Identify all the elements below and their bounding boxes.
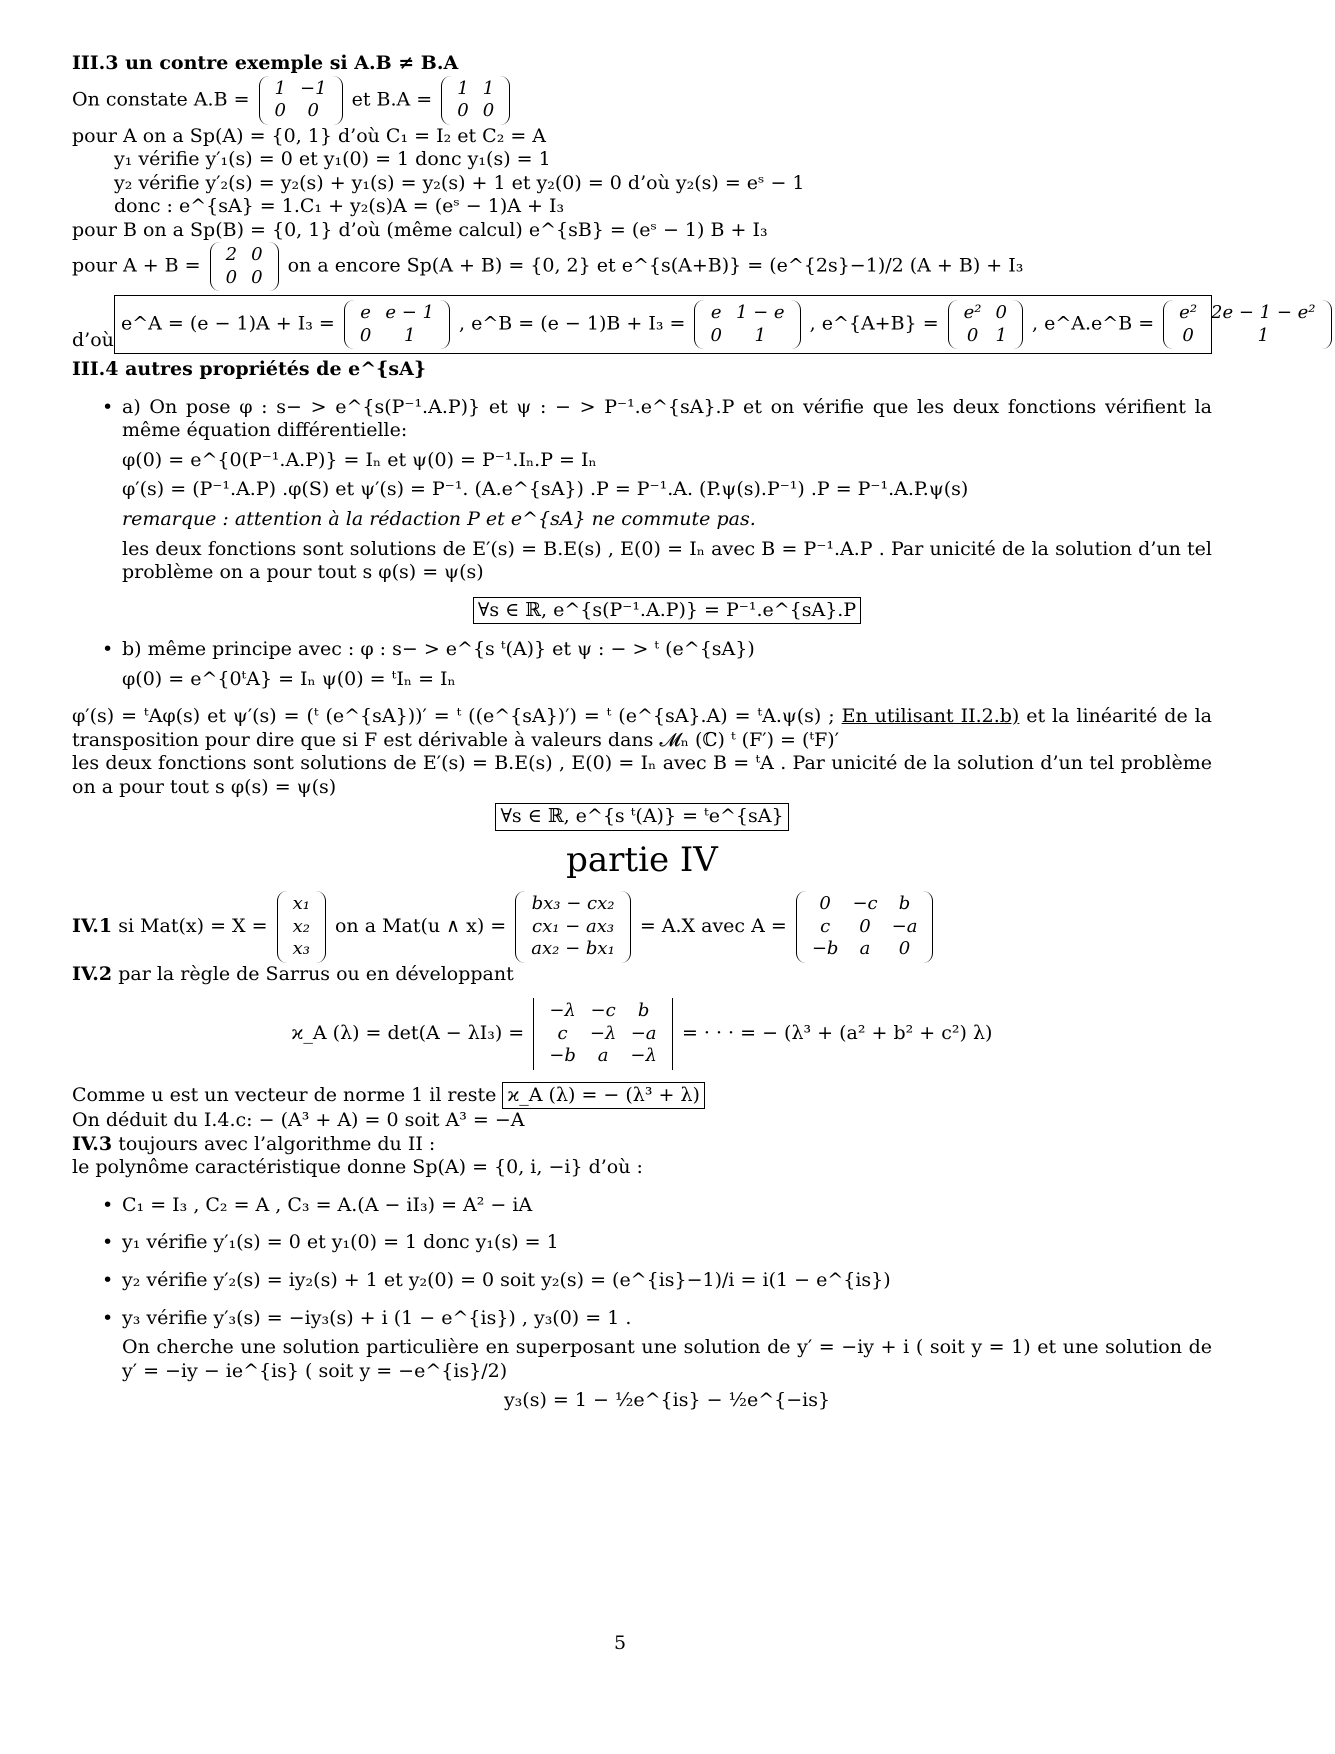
cell: bx₃ − cx₂ (531, 893, 615, 915)
cell: c (557, 1022, 568, 1044)
eb-label: , e^B = (e − 1)B + I₃ = (459, 312, 686, 335)
iv1-mat-x: si Mat(x) = X = (118, 914, 268, 937)
page-number: 5 (613, 1632, 627, 1654)
matrix-apb (210, 242, 279, 291)
a-intro: • a) On pose φ : s− > e^{s(P⁻¹.A.P)} et ψ : − > P⁻¹.e^{sA}.P et on vérifie que les deux fonctions vérifient la même équation différentielle: (122, 395, 1212, 442)
b-derivative-paragraph (72, 705, 1212, 752)
cell: x₁ (292, 893, 310, 915)
cell: 0 (225, 266, 238, 288)
iv2-label: IV.2 (72, 962, 113, 985)
b-result-box: ∀s ∈ ℝ, e^{s ᵗ(A)} = ᵗe^{sA} (495, 803, 788, 831)
cell: −a (630, 1022, 657, 1044)
cell: a (859, 938, 871, 960)
list-item (72, 1307, 1212, 1413)
cell: 2 (225, 244, 238, 266)
item-b (72, 638, 1212, 691)
cell: −1 (300, 77, 327, 99)
iv3-text: toujours avec l’algorithme du II : (118, 1132, 436, 1155)
iv2-text: par la règle de Sarrus ou en développant (118, 962, 514, 985)
cell: 1 (754, 324, 766, 346)
norm-result-box: ϰ_A (λ) = − (λ³ + λ) (502, 1082, 704, 1110)
part-title: partie IV (566, 840, 718, 881)
cell: e − 1 (385, 302, 434, 324)
cell: x₃ (292, 938, 310, 960)
a-initial: φ(0) = e^{0(P⁻¹.A.P)} = Iₙ et ψ(0) = P⁻¹.Iₙ.P = Iₙ (122, 448, 597, 471)
list-iii4-a (72, 396, 1212, 624)
cell: 0 (710, 324, 722, 346)
dou-label: d’où (72, 328, 114, 351)
determinant (533, 998, 673, 1070)
a-conclusion: les deux fonctions sont solutions de E′(s) = B.E(s) , E(0) = Iₙ avec B = P⁻¹.A.P . Par unicité de la solution d’un tel problème on a pour tout s φ(s) = ψ(s) (122, 537, 1212, 584)
result-box (114, 295, 1316, 354)
y2-line: y₂ vérifie y′₂(s) = y₂(s) + y₁(s) = y₂(s) + 1 et y₂(0) = 0 d’où y₂(s) = eˢ − 1 (114, 171, 805, 194)
cell: −λ (589, 1022, 617, 1044)
list-iii4-b (72, 638, 1212, 691)
cell: e (360, 302, 371, 324)
cell: −b (811, 938, 839, 960)
apb-label: pour A + B = (72, 254, 201, 277)
spectrum-b-line: pour B on a Sp(B) = {0, 1} d’où (même calcul) e^{sB} = (eˢ − 1) B + I₃ (72, 218, 768, 241)
iv1-mat-ux: on a Mat(u ∧ x) = (334, 914, 507, 937)
y1-line: y₁ vérifie y′₁(s) = 0 et y₁(0) = 1 donc y₁(s) = 1 (114, 148, 551, 171)
vector-x (277, 891, 326, 963)
cell: 1 − e (735, 302, 785, 324)
cell: 0 (251, 244, 263, 266)
y3-equation: • y₃ vérifie y′₃(s) = −iy₃(s) + i (1 − e^{is}) , y₃(0) = 1 . (122, 1306, 632, 1329)
iv1-line (72, 891, 1212, 963)
eaeb-label: , e^A.e^B = (1032, 312, 1155, 335)
cell: 0 (274, 100, 286, 122)
y3-solution: y₃(s) = 1 − ½e^{is} − ½e^{−is} (503, 1389, 831, 1412)
cell: 0 (859, 915, 871, 937)
iv1-ax: = A.X avec A = (639, 914, 787, 937)
cell: 1 (457, 77, 469, 99)
cell: −b (549, 1045, 576, 1067)
cell: cx₁ − ax₃ (531, 915, 615, 937)
heading-iii4: III.4 autres propriétés de e^{sA} (72, 358, 427, 381)
list-item: • y₂ vérifie y′₂(s) = iy₂(s) + 1 et y₂(0) = 0 soit y₂(s) = (e^{is}−1)/i = i(1 − e^{is}) (72, 1269, 1212, 1293)
iv1-label: IV.1 (72, 914, 113, 937)
matrix-ba (441, 76, 510, 125)
norm-text: Comme u est un vecteur de norme 1 il reste (72, 1083, 497, 1106)
cell: 0 (995, 302, 1007, 324)
cell: −c (590, 1000, 616, 1022)
cell: 0 (1182, 324, 1194, 346)
cell: c (820, 915, 831, 937)
cell: −λ (630, 1045, 657, 1067)
cell: e (710, 302, 722, 324)
a-remark: remarque : attention à la rédaction P et e^{sA} ne commute pas. (122, 508, 756, 531)
cell: 2e − 1 − e² (1211, 302, 1316, 324)
cell: a (597, 1045, 609, 1067)
cell: 0 (898, 938, 911, 960)
cell: 0 (819, 893, 831, 915)
cell: 0 (457, 100, 469, 122)
matrix-ab (259, 76, 343, 125)
cell: b (637, 1000, 650, 1022)
b-derivative: φ′(s) = ᵗAφ(s) et ψ′(s) = (ᵗ (e^{sA}))′ = ᵗ ((e^{sA})′) = ᵗ (e^{sA}.A) = ᵗA.ψ(s) ; (72, 705, 835, 728)
matrix-eaeb (1163, 300, 1331, 349)
document-page (72, 52, 1316, 1427)
iv3-label: IV.3 (72, 1132, 113, 1155)
norm-line (72, 1082, 1212, 1110)
list-iv3 (72, 1194, 1212, 1413)
cell: e² (1179, 302, 1198, 324)
matrix-eb (694, 300, 800, 349)
char-poly-line (72, 998, 1212, 1070)
result-row (72, 295, 1316, 354)
cell: 1 (995, 324, 1007, 346)
a-derivative: φ′(s) = (P⁻¹.A.P) .φ(S) et ψ′(s) = P⁻¹. (A.e^{sA}) .P = P⁻¹.A. (P.ψ(s).P⁻¹) .P = P⁻¹.A.P.ψ(s) (122, 478, 969, 501)
b-reference-link: En utilisant II.2.b) (841, 705, 1020, 728)
a-plus-b-line (72, 242, 1212, 291)
deduce-line: On déduit du I.4.c: − (A³ + A) = 0 soit A³ = −A (72, 1109, 525, 1132)
vector-ux (515, 891, 631, 963)
matrix-a (796, 891, 934, 963)
ab-ba-line (72, 76, 1212, 125)
poly-line: le polynôme caractéristique donne Sp(A) = {0, i, −i} d’où : (72, 1156, 643, 1179)
cell: e² (963, 302, 982, 324)
cell: b (898, 893, 911, 915)
cell: ax₂ − bx₁ (531, 938, 615, 960)
b-conclusion: les deux fonctions sont solutions de E′(s) = B.E(s) , E(0) = Iₙ avec B = ᵗA . Par unicité de la solution d’un tel problème on a pour tout s φ(s) = ψ(s) (72, 752, 1212, 798)
cell: 0 (359, 324, 372, 346)
a-result-box: ∀s ∈ ℝ, e^{s(P⁻¹.A.P)} = P⁻¹.e^{sA}.P (473, 597, 861, 625)
heading-iii3: III.3 un contre exemple si A.B ≠ B.A (72, 52, 459, 74)
iv3-line (72, 1133, 1212, 1157)
y3-method: On cherche une solution particulière en superposant une solution de y′ = −iy + i ( soit y = 1) et une solution de y′ = −iy − ie^{is} ( soit y = −e^{is}/2) (122, 1336, 1212, 1382)
cell: −λ (549, 1000, 576, 1022)
b-intro: • b) même principe avec : φ : s− > e^{s ᵗ(A)} et ψ : − > ᵗ (e^{sA}) (122, 638, 755, 661)
ba-label: et B.A = (351, 88, 433, 111)
iv2-line (72, 963, 1212, 987)
list-item: • y₁ vérifie y′₁(s) = 0 et y₁(0) = 1 donc y₁(s) = 1 (72, 1231, 1212, 1255)
cell: −c (852, 893, 878, 915)
esa-line: donc : e^{sA} = 1.C₁ + y₂(s)A = (eˢ − 1)A + I₃ (114, 195, 565, 218)
cell: 1 (1257, 324, 1270, 346)
char-poly-result: = · · · = − (λ³ + (a² + b² + c²) λ) (681, 1021, 993, 1044)
cell: 1 (274, 77, 286, 99)
cell: 0 (966, 324, 979, 346)
b-initial: φ(0) = e^{0ᵗA} = Iₙ ψ(0) = ᵗIₙ = Iₙ (122, 667, 456, 690)
cell: 0 (251, 266, 263, 288)
char-poly-label: ϰ_A (λ) = det(A − λI₃) = (291, 1021, 525, 1044)
cell: 0 (482, 100, 495, 122)
cell: −a (891, 915, 918, 937)
list-item: • C₁ = I₃ , C₂ = A , C₃ = A.(A − iI₃) = A² − iA (72, 1194, 1212, 1218)
ab-label: On constate A.B = (72, 88, 250, 111)
matrix-eapb (948, 300, 1023, 349)
apb-spectrum: on a encore Sp(A + B) = {0, 2} et e^{s(A+B)} = (e^{2s}−1)/2 (A + B) + I₃ (287, 254, 1024, 277)
item-a (72, 396, 1212, 624)
spectrum-a-line: pour A on a Sp(A) = {0, 1} d’où C₁ = I₂ et C₂ = A (72, 124, 547, 147)
cell: x₂ (292, 915, 310, 937)
b-linearity: et la linéarité de la transposition pour dire que si F est dérivable à valeurs dans 𝓜ₙ (ℂ) ᵗ (F′) = (ᵗF)′ (72, 705, 1213, 751)
cell: 1 (482, 77, 495, 99)
eapb-label: , e^{A+B} = (809, 312, 939, 335)
cell: 1 (403, 324, 416, 346)
matrix-ea (344, 300, 450, 349)
cell: 0 (307, 100, 319, 122)
ea-label: e^A = (e − 1)A + I₃ = (121, 312, 335, 335)
